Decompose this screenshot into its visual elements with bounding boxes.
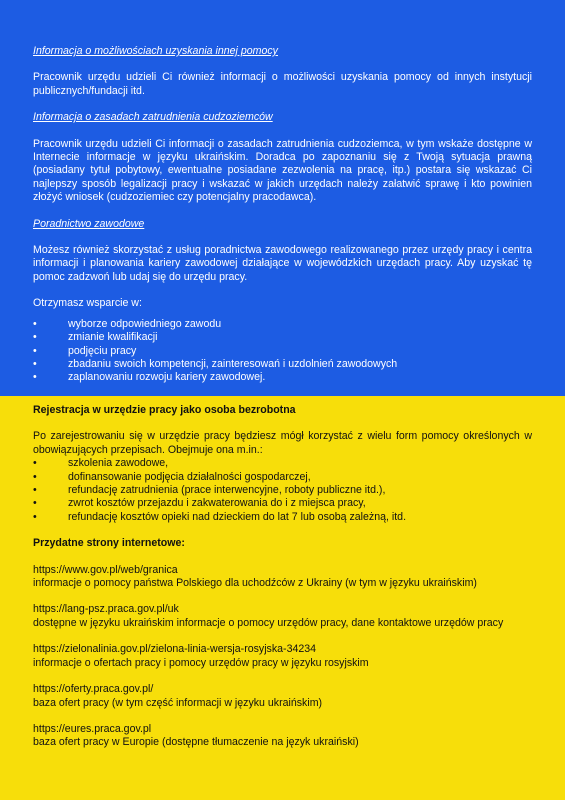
paragraph-other-help: Pracownik urzędu udzieli Ci również informacji o możliwości uzyskania pomocy od innych instytucji publicznych/fundacji itd. [33, 71, 532, 97]
yellow-section-content [33, 404, 532, 750]
blue-section [0, 0, 565, 396]
list-item: • refundację kosztów opieki nad dzieckiem do lat 7 lub osobą zależną, itd. [33, 511, 532, 524]
list-item: • zmianie kwalifikacji [33, 331, 532, 344]
heading-foreigners-employment: Informacja o zasadach zatrudnienia cudzoziemców [33, 111, 273, 124]
list-item: • dofinansowanie podjęcia działalności gospodarczej, [33, 471, 532, 484]
link-description: dostępne w języku ukraińskim informacje o pomocy urzędów pracy, dane kontaktowe urzędów pracy [33, 616, 504, 629]
support-list [33, 318, 532, 385]
link-description: baza ofert pracy (w tym część informacji w języku ukraińskim) [33, 696, 323, 709]
link-description: baza ofert pracy w Europie (dostępne tłumaczenie na język ukraiński) [33, 736, 359, 749]
heading-other-help: Informacja o możliwościach uzyskania innej pomocy [33, 45, 278, 57]
list-item: • zbadaniu swoich kompetencji, zainteresowań i uzdolnień zawodowych [33, 358, 532, 371]
link-lang-psz[interactable]: https://lang-psz.praca.gov.pl/uk [33, 603, 179, 616]
paragraph-registration: Po zarejestrowaniu się w urzędzie pracy będziesz mógł korzystać z wielu form pomocy określonych w obowiązujących przepisach. Obejmuje ona m.in.: [33, 430, 532, 456]
heading-career-counseling: Poradnictwo zawodowe [33, 217, 145, 230]
list-item: • wyborze odpowiedniego zawodu [33, 318, 532, 331]
benefits-list [33, 457, 532, 524]
list-item: • zwrot kosztów przejazdu i zakwaterowania do i z miejsca pracy, [33, 497, 532, 510]
link-zielonalinia[interactable]: https://zielonalinia.gov.pl/zielona-linia-wersja-rosyjska-34234 [33, 643, 317, 656]
link-description: informacje o ofertach pracy i pomocy urzędów pracy w języku rosyjskim [33, 656, 369, 669]
heading-useful-links: Przydatne strony internetowe: [33, 537, 185, 550]
list-item: • podjęciu pracy [33, 345, 532, 358]
link-oferty-praca[interactable]: https://oferty.praca.gov.pl/ [33, 683, 154, 696]
support-intro: Otrzymasz wsparcie w: [33, 297, 142, 310]
list-item: • refundację zatrudnienia (prace interwencyjne, roboty publiczne itd.), [33, 484, 532, 497]
list-item: • zaplanowaniu rozwoju kariery zawodowej. [33, 371, 532, 384]
list-item: • szkolenia zawodowe, [33, 457, 532, 470]
link-gov-granica[interactable]: https://www.gov.pl/web/granica [33, 563, 178, 576]
heading-registration: Rejestracja w urzędzie pracy jako osoba bezrobotna [33, 404, 296, 416]
link-eures[interactable]: https://eures.praca.gov.pl [33, 722, 152, 735]
paragraph-foreigners-employment: Pracownik urzędu udzieli Ci informacji o zasadach zatrudnienia cudzoziemca, w tym wskaże dostępne w Internecie informacje w języku ukraińskim. Doradca po zapoznaniu się z Twoją sytuacja prawną (posiadany tytuł pobytowy, ewentualne posiadane zezwolenia na pracę, itp.) postara się wskazać Ci najlepszy sposób legalizacji pracy i wskazać w jakich urzędach należy załatwić sprawę i kto powinien złożyć wniosek (cudzoziemiec czy potencjalny pracodawca). [33, 137, 532, 204]
blue-section-content [33, 45, 532, 385]
paragraph-career-counseling: Możesz również skorzystać z usług poradnictwa zawodowego realizowanego przez urzędy pracy i centra informacji i planowania kariery zawodowej działające w wojewódzkich urzędach pracy. Aby uzyskać tę pomoc zadzwoń lub udaj się do urzędu pracy. [33, 244, 532, 283]
link-description: informacje o pomocy państwa Polskiego dla uchodźców z Ukrainy (w tym w języku ukraińskim) [33, 577, 477, 590]
yellow-section [0, 396, 565, 800]
